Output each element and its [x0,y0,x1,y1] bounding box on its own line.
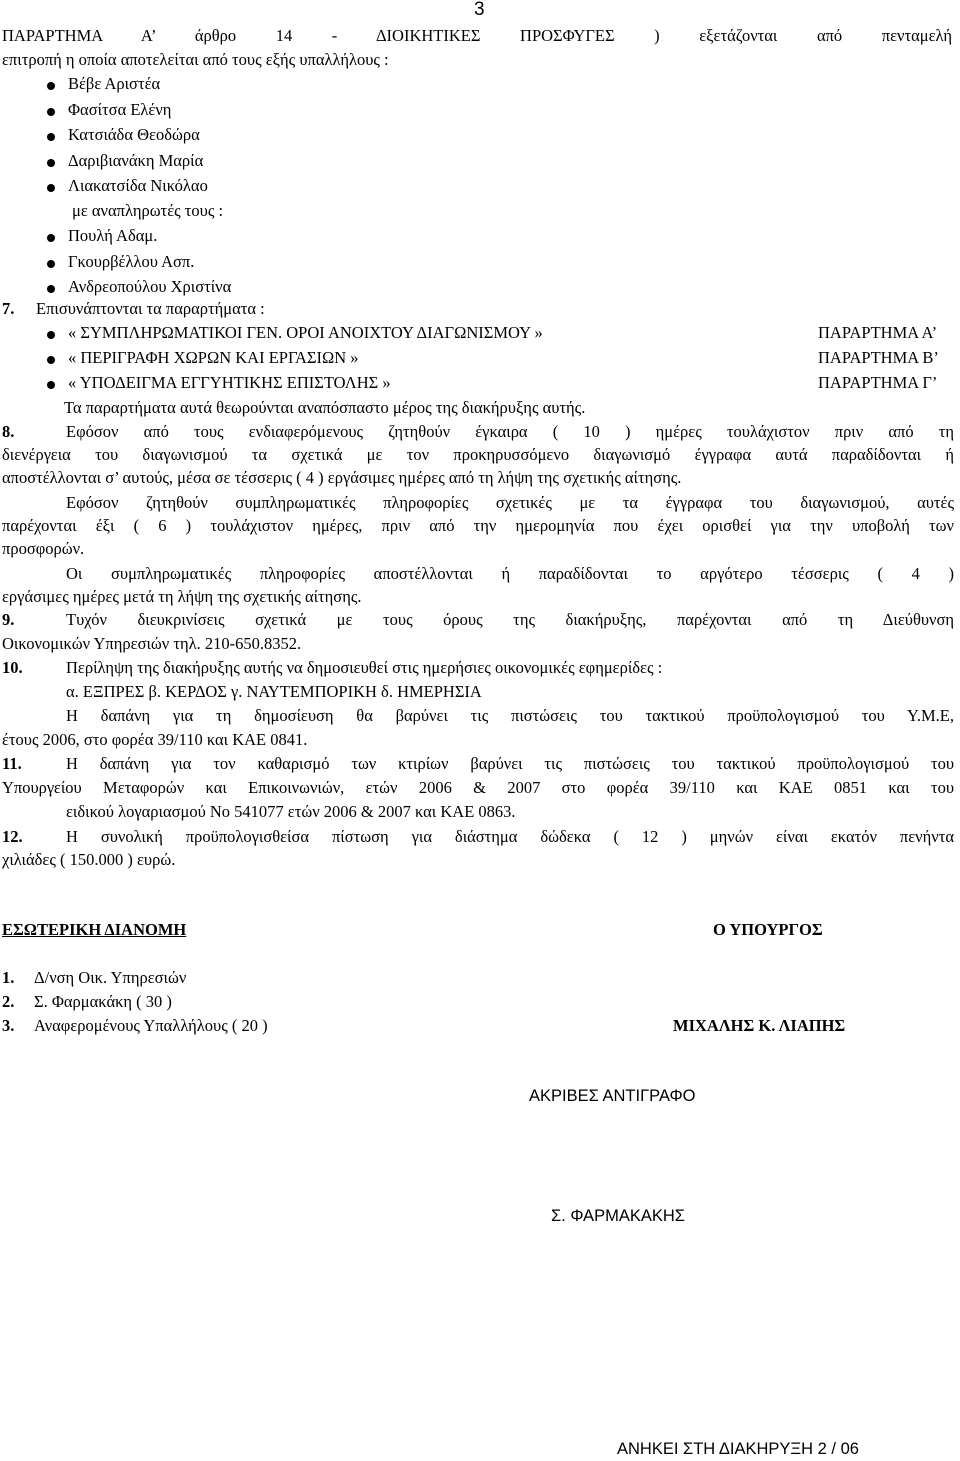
page-number: 3 [474,0,485,20]
true-copy-label: ΑΚΡΙΒΕΣ ΑΝΤΙΓΡΑΦΟ [529,1087,696,1105]
distribution-heading: ΕΣΩΤΕΡΙΚΗ ΔΙΑΝΟΜΗ [2,920,187,939]
item-10-text: Περίληψη της διακήρυξης αυτής να δημοσιευθεί στις ημερήσιες οικονομικές εφημερίδες : [66,658,663,677]
bullet-icon [47,184,55,192]
alternates-intro: με αναπληρωτές τους : [72,201,224,220]
alternate-item: Γκουρβέλλου Ασπ. [68,252,195,271]
member-item: Λιακατσίδα Νικόλαο [68,176,208,195]
item-12-line: Η συνολική προϋπολογισθείσα πίστωση για διάστημα δώδεκα ( 12 ) μηνών είναι εκατόν πενήντα [66,827,954,846]
bullet-icon [47,381,55,389]
item-9-line: Οικονομικών Υπηρεσιών τηλ. 210-650.8352. [2,634,302,653]
item-8-line: διενέργεια του διαγωνισμού τα σχετικά με τον προκηρυσσόμενο διαγωνισμό έγγραφα αυτά παραδίδονται ή [2,445,954,464]
annex-paragraph-line: ΠΑΡΑΡΤΗΜΑ Α’ άρθρο 14 - ΔΙΟΙΚΗΤΙΚΕΣ ΠΡΟΣΦΥΓΕΣ ) εξετάζονται από πενταμελή [2,26,952,45]
distribution-item: Δ/νση Οικ. Υπηρεσιών [34,968,187,987]
item-11-line: Υπουργείου Μεταφορών και Επικοινωνιών, ετών 2006 & 2007 στο φορέα 39/110 και ΚΑΕ 0851 και του [2,778,954,797]
item-8-line: αποστέλλονται σ’ αυτούς, μέσα σε τέσσερις ( 4 ) εργάσιμες ημέρες από τη λήψη της σχετικής αίτησης. [2,468,682,487]
annex-title: « ΠΕΡΙΓΡΑΦΗ ΧΩΡΩΝ ΚΑΙ ΕΡΓΑΣΙΩΝ » [68,348,359,367]
item-8-line: Εφόσον από τους ενδιαφερόμενους ζητηθούν έγκαιρα ( 10 ) ημέρες τουλάχιστον πριν από τη [66,422,954,441]
bullet-icon [47,82,55,90]
annex-paragraph-line: επιτροπή η οποία αποτελείται από τους εξής υπαλλήλους : [2,50,389,69]
annex-label: ΠΑΡΑΡΤΗΜΑ Β’ [818,348,939,367]
newspapers-list: α. ΕΞΠΡΕΣ β. ΚΕΡΔΟΣ γ. ΝΑΥΤΕΜΠΟΡΙΚΗ δ. ΗΜΕΡΗΣΙΑ [66,682,482,701]
bullet-icon [47,285,55,293]
alternate-item: Ανδρεοπούλου Χριστίνα [68,277,232,296]
member-item: Βέβε Αριστέα [68,74,161,93]
bullet-icon [47,260,55,268]
item-12-line: χιλιάδες ( 150.000 ) ευρώ. [2,850,176,869]
item-10-cost-line: Η δαπάνη για τη δημοσίευση θα βαρύνει τις πιστώσεις του τακτικού προϋπολογισμού του Υ.Μ.Ε, [66,706,954,725]
distribution-item: Σ. Φαρμακάκη ( 30 ) [34,992,172,1011]
annex-title: « ΥΠΟΔΕΙΓΜΑ ΕΓΓΥΗΤΙΚΗΣ ΕΠΙΣΤΟΛΗΣ » [68,373,391,392]
item-11-line: Η δαπάνη για τον καθαρισμό των κτιρίων βαρύνει τις πιστώσεις του τακτικού προϋπολογισμού του [66,754,954,773]
item-11-line: ειδικού λογαριασμού Νο 541077 ετών 2006 & 2007 και ΚΑΕ 0863. [66,802,516,821]
annexes-note: Τα παραρτήματα αυτά θεωρούνται αναπόσπαστο μέρος της διακήρυξης αυτής. [64,398,586,417]
bullet-icon [47,133,55,141]
annex-label: ΠΑΡΑΡΤΗΜΑ Γ’ [818,373,938,392]
bullet-icon [47,234,55,242]
item-7-number: 7. [2,299,15,318]
member-item: Φασίτσα Ελένη [68,100,172,119]
distribution-number: 2. [2,992,15,1011]
item-8-paragraph-line: εργάσιμες ημέρες μετά τη λήψη της σχετικής αίτησης. [2,587,362,606]
item-10-cost-line: έτους 2006, στο φορέα 39/110 και ΚΑΕ 0841. [2,730,308,749]
annex-label: ΠΑΡΑΡΤΗΜΑ Α’ [818,323,938,342]
distribution-number: 3. [2,1016,15,1035]
member-item: Δαριβιανάκη Μαρία [68,151,204,170]
distribution-number: 1. [2,968,15,987]
item-8-number: 8. [2,422,15,441]
distribution-item: Αναφερομένους Υπαλλήλους ( 20 ) [34,1016,268,1035]
minister-name: ΜΙΧΑΛΗΣ Κ. ΛΙΑΠΗΣ [673,1016,846,1035]
annex-title: « ΣΥΜΠΛΗΡΩΜΑΤΙΚΟΙ ΓΕΝ. ΟΡΟΙ ΑΝΟΙΧΤΟΥ ΔΙΑΓΩΝΙΣΜΟΥ » [68,323,543,342]
member-item: Κατσιάδα Θεοδώρα [68,125,200,144]
certifier-name: Σ. ΦΑΡΜΑΚΑΚΗΣ [551,1207,685,1225]
item-8-paragraph-line: προσφορών. [2,539,85,558]
minister-heading: Ο ΥΠΟΥΡΓΟΣ [713,920,823,939]
item-9-line: Τυχόν διευκρινίσεις σχετικά με τους όρους της διακήρυξης, παρέχονται από τη Διεύθυνση [66,610,954,629]
alternate-item: Πουλή Αδαμ. [68,226,158,245]
bullet-icon [47,159,55,167]
item-7-text: Επισυνάπτονται τα παραρτήματα : [36,299,265,318]
item-10-number: 10. [2,658,23,677]
item-12-number: 12. [2,827,23,846]
bullet-icon [47,108,55,116]
footer-note: ΑΝΗΚΕΙ ΣΤΗ ΔΙΑΚΗΡΥΞΗ 2 / 06 [617,1440,859,1458]
item-8-paragraph-line: Οι συμπληρωματικές πληροφορίες αποστέλλονται ή παραδίδονται το αργότερο τέσσερις ( 4 ) [66,564,954,583]
bullet-icon [47,356,55,364]
item-8-paragraph-line: παρέχονται έξι ( 6 ) τουλάχιστον ημέρες, πριν από την ημερομηνία που έχει ορισθεί για την υποβολή των [2,516,954,535]
item-11-number: 11. [2,754,22,773]
bullet-icon [47,331,55,339]
item-8-paragraph-line: Εφόσον ζητηθούν συμπληρωματικές πληροφορίες σχετικές με τα έγγραφα του διαγωνισμού, αυτές [66,493,954,512]
item-9-number: 9. [2,610,15,629]
